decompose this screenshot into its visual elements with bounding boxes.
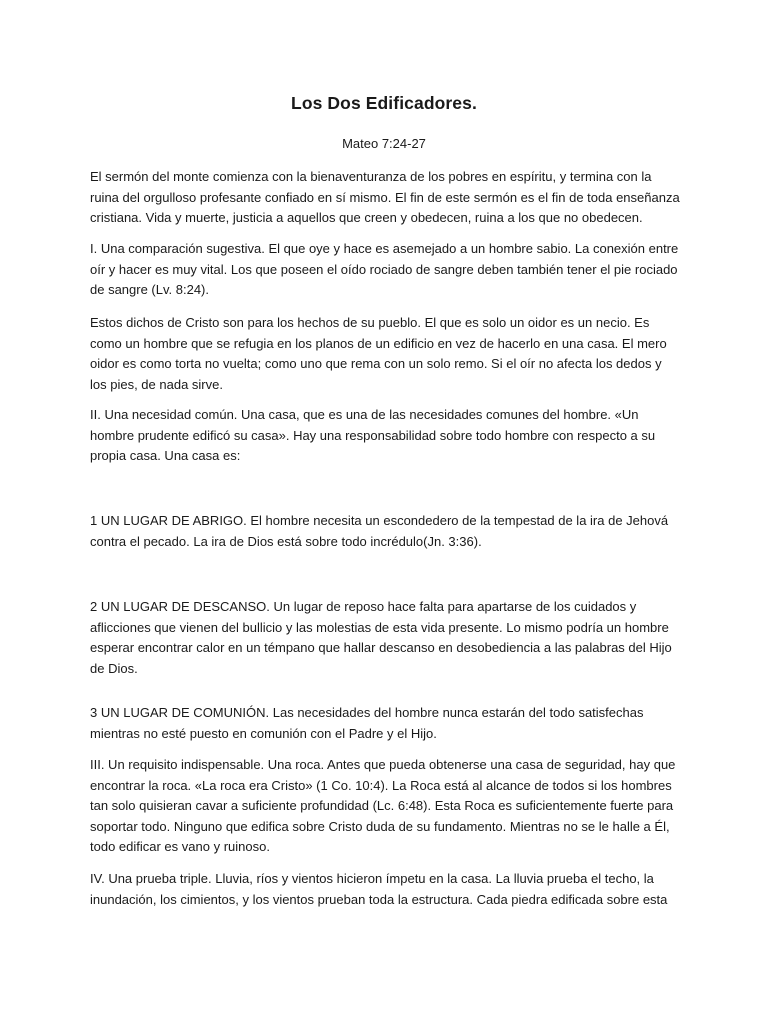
document-title: Los Dos Edificadores. <box>291 93 477 113</box>
paragraph-section-4: IV. Una prueba triple. Lluvia, ríos y vientos hicieron ímpetu en la casa. La lluvia prueba el techo, la inundación, los cimientos, y los vientos prueban toda la estructura. Cada piedra edificada sobre esta <box>90 871 668 907</box>
scripture-reference: Mateo 7:24-27 <box>342 136 426 151</box>
paragraph-point-3: 3 UN LUGAR DE COMUNIÓN. Las necesidades del hombre nunca estarán del todo satisfechas mientras no esté puesto en comunión con el Padre y el Hijo. <box>90 705 644 741</box>
paragraph-point-1: 1 UN LUGAR DE ABRIGO. El hombre necesita un escondedero de la tempestad de la ira de Jehová contra el pecado. La ira de Dios está sobre todo incrédulo(Jn. 3:36). <box>90 513 669 549</box>
paragraph-section-2: II. Una necesidad común. Una casa, que es una de las necesidades comunes del hombre. «Un hombre prudente edificó su casa». Hay una responsabilidad sobre todo hombre con respecto a su propia casa. Una casa es: <box>90 407 656 464</box>
paragraph-section-1: I. Una comparación sugestiva. El que oye y hace es asemejado a un hombre sabio. La conexión entre oír y hacer es muy vital. Los que poseen el oído rociado de sangre deben también tener el pie rociado de sangre (Lv. 8:24). <box>90 241 679 298</box>
paragraph-section-3: III. Un requisito indispensable. Una roca. Antes que pueda obtenerse una casa de seguridad, hay que encontrar la roca. «La roca era Cristo» (1 Co. 10:4). La Roca está al alcance de todos si los hombres tan solo quisieran cavar a suficiente profundidad (Lc. 6:48). Esta Roca es suficientemente fuerte para soportar todo. Ninguno que edifica sobre Cristo duda de su fundamento. Mientras no se le halle a Él, todo edificar es vano y ruinoso. <box>90 757 676 855</box>
paragraph-intro: El sermón del monte comienza con la bienaventuranza de los pobres en espíritu, y termina con la ruina del orgulloso profesante confiado en sí mismo. El fin de este sermón es el fin de toda enseñanza cristiana. Vida y muerte, justicia a aquellos que creen y obedecen, ruina a los que no obedecen. <box>90 169 680 226</box>
paragraph-section-1-detail: Estos dichos de Cristo son para los hechos de su pueblo. El que es solo un oidor es un necio. Es como un hombre que se refugia en los planos de un edificio en vez de hacerlo en una casa. El mero oidor es como torta no vuelta; como uno que rema con un solo remo. Si el oír no afecta los dedos y los pies, de nada sirve. <box>90 315 667 392</box>
paragraph-point-2: 2 UN LUGAR DE DESCANSO. Un lugar de reposo hace falta para apartarse de los cuidados y aflicciones que vienen del bullicio y las molestias de esta vida presente. Lo mismo podría un hombre esperar encontrar calor en un témpano que hallar descanso en desobediencia a las palabras del Hijo de Dios. <box>90 599 672 676</box>
